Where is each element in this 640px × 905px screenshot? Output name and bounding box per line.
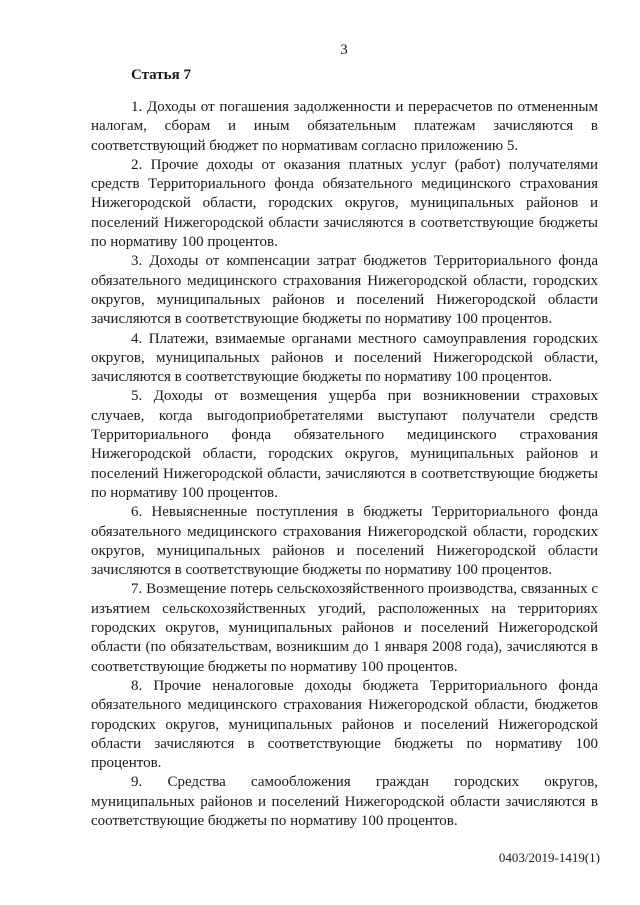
paragraph-4: 4. Платежи, взимаемые органами местного самоуправления городских округов, муниципальных районов и поселений Нижегородской области, зачисляются в соответствующие бюджеты по нормативу 100 процентов. bbox=[91, 330, 598, 386]
paragraph-3: 3. Доходы от компенсации затрат бюджетов Территориального фонда обязательного медицинского страхования Нижегородской области, городских округов, муниципальных районов и поселений Нижегородской области зачисляются в соответствующие бюджеты по нормативу 100 процентов. bbox=[91, 253, 598, 328]
paragraph-1: 1. Доходы от погашения задолженности и перерасчетов по отмененным налогам, сборам и иным обязательным платежам зачисляются в соответствующий бюджет по нормативам согласно приложению 5. bbox=[91, 99, 598, 154]
article-title: Статья 7 bbox=[131, 67, 191, 83]
paragraph-8: 8. Прочие неналоговые доходы бюджета Территориального фонда обязательного медицинского страхования Нижегородской области, бюджетов городских округов, муниципальных районов и поселений Нижегородской области зачисляются в соответствующие бюджеты по нормативу 100 процентов. bbox=[91, 677, 598, 772]
paragraph-2: 2. Прочие доходы от оказания платных услуг (работ) получателями средств Территориального фонда обязательного медицинского страхования Нижегородской области, городских округов, муниципальных районов и поселений Нижегородской области зачисляются в соответствующие бюджеты по нормативу 100 процентов. bbox=[91, 156, 598, 251]
paragraph-7: 7. Возмещение потерь сельскохозяйственного производства, связанных с изъятием сельскохозяйственных угодий, расположенных на территориях городских округов, муниципальных районов и поселений Нижегородской области (по обязательствам, возникшим до 1 января 2008 года), зачисляются в соответствующие бюджеты по нормативу 100 процентов. bbox=[91, 581, 598, 675]
paragraph-6: 6. Невыясненные поступления в бюджеты Территориального фонда обязательного медицинского страхования Нижегородской области, городских округов, муниципальных районов и поселений Нижегородской области зачисляются в соответствующие бюджеты по нормативу 100 процентов. bbox=[91, 504, 598, 579]
paragraph-9: 9. Средства самообложения граждан городских округов, муниципальных районов и поселений Нижегородской области зачисляются в соответствующие бюджеты по нормативу 100 процентов. bbox=[91, 774, 598, 829]
page-number: 3 bbox=[340, 42, 348, 58]
document-code: 0403/2019-1419(1) bbox=[498, 850, 600, 865]
paragraph-5: 5. Доходы от возмещения ущерба при возникновении страховых случаев, когда выгодоприобретателями выступают получатели средств Территориального фонда обязательного медицинского страхования Нижегородской области, городских округов, муниципальных районов и поселений Нижегородской области, зачисляются в соответствующие бюджеты по нормативу 100 процентов. bbox=[91, 388, 598, 501]
article-body bbox=[91, 98, 598, 831]
